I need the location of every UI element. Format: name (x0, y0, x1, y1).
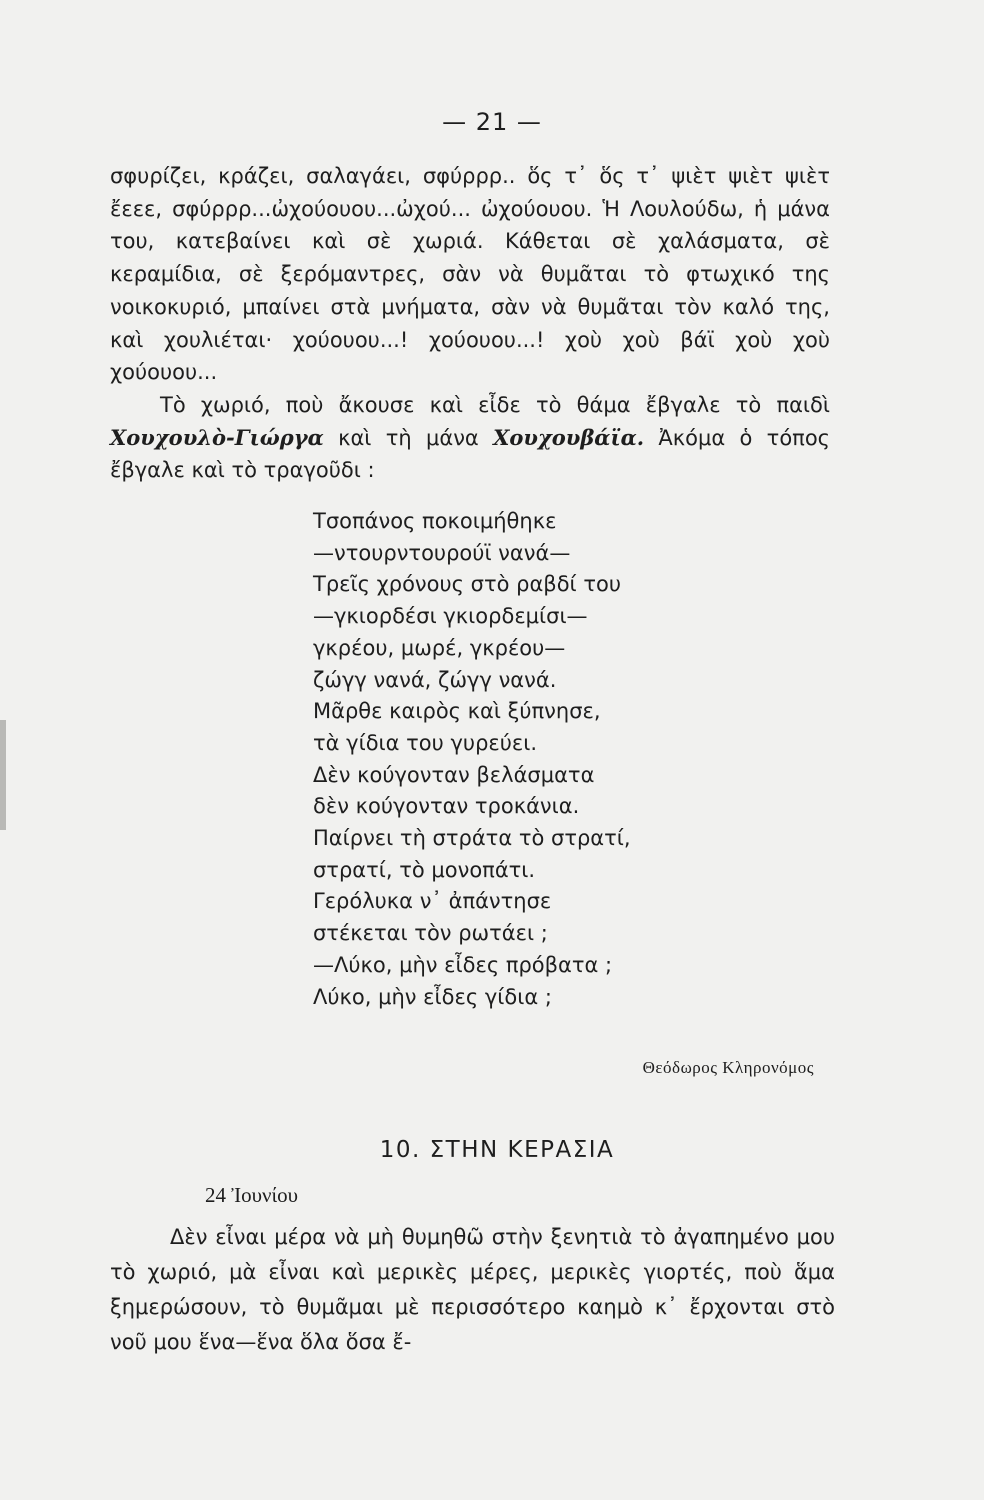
paragraph-2 (110, 389, 830, 487)
section-date: 24 Ἰουνίου (205, 1183, 299, 1207)
scan-edge-shadow (0, 720, 6, 830)
section-paragraph: Δὲν εἶναι μέρα νὰ μὴ θυμηθῶ στὴν ξενητιὰ τὸ ἀγαπημένο μου τὸ χωριό, μὰ εἶναι καὶ μερικὲς μέρες, μερικὲς γιορτές, ποὺ ἅμα ξημερώσουν, τὸ θυμᾶμαι μὲ περισσότερο καημὸ κ᾽ ἔρχονται στὸ νοῦ μου ἕνα—ἕνα ὅλα ὅσα ἔ- (110, 1225, 835, 1354)
poem-line: στέκεται τὸν ρωτάει ; (313, 921, 548, 946)
author-signature: Θεόδωρος Κληρονόμος (642, 1058, 814, 1077)
name-houhoulo-giorga: Χουχουλὸ-Γιώργα (110, 424, 324, 450)
poem-line: Δὲν κούγονταν βελάσματα (313, 762, 595, 787)
poem-line: Τρεῖς χρόνους στὸ ραβδί του (313, 572, 621, 597)
poem-line: στρατί, τὸ μονοπάτι. (313, 857, 536, 882)
poem-line: ζώγγ νανά, ζώγγ νανά. (313, 667, 557, 692)
poem (313, 506, 733, 1013)
name-houhouvaia: Χουχουβάϊα. (493, 424, 645, 450)
paragraph-2-end: Ἀκόμα ὁ τόπος ἔβγαλε καὶ τὸ τραγοῦδι : (110, 425, 830, 483)
poem-line: —ντουρντουρούϊ νανά— (313, 540, 571, 565)
paragraph-1: σφυρίζει, κράζει, σαλαγάει, σφύρρρ.. ὅς τ᾽ ὅς τ᾽ ψιὲτ ψιὲτ ψιὲτ ἔεεε, σφύρρρ...ὠχούουου...ὠχού... ὠχούουου. Ἡ Λουλούδω, ἡ μάνα του, κατεβαίνει καὶ σὲ χωριά. Κάθεται σὲ χαλάσματα, σὲ κεραμίδια, σὲ ξερόμαντρες, σὰν νὰ θυμᾶται τὸ φτωχικό της νοικοκυριό, μπαίνει στὰ μνήματα, σὰν νὰ θυμᾶται τὸν καλό της, καὶ χουλιέται· χούουου...! χούουου...! χοὺ χοὺ βάϊ χοὺ χοὺ χούουου... (110, 164, 830, 385)
poem-line: τὰ γίδια του γυρεύει. (313, 730, 538, 755)
section-title: 10. ΣΤΗΝ ΚΕΡΑΣΙΑ (379, 1137, 615, 1163)
paragraph-2-start: Τὸ χωριό, ποὺ ἄκουσε καὶ εἶδε τὸ θάμα ἔβγαλε τὸ παιδὶ (160, 392, 830, 417)
poem-line: Παίρνει τὴ στράτα τὸ στρατί, (313, 826, 631, 851)
page-number: — 21 — (442, 108, 542, 136)
poem-line: δὲν κούγονταν τροκάνια. (313, 794, 580, 819)
paragraph-2-middle: καὶ τὴ μάνα (323, 425, 494, 450)
poem-line: Μᾶρθε καιρὸς καὶ ξύπνησε, (313, 699, 601, 724)
poem-line: Τσοπάνος ποκοιμήθηκε (313, 509, 557, 533)
poem-line: —γκιορδέσι γκιορδεμίσι— (313, 604, 588, 629)
prose-block (110, 160, 830, 487)
poem-line: Γερόλυκα ν᾽ ἀπάντησε (313, 889, 552, 914)
poem-line: Λύκο, μὴν εἶδες γίδια ; (313, 984, 552, 1009)
poem-line: —Λύκο, μὴν εἶδες πρόβατα ; (313, 952, 613, 977)
section-prose (110, 1220, 835, 1360)
poem-line: γκρέου, μωρέ, γκρέου— (313, 635, 566, 660)
